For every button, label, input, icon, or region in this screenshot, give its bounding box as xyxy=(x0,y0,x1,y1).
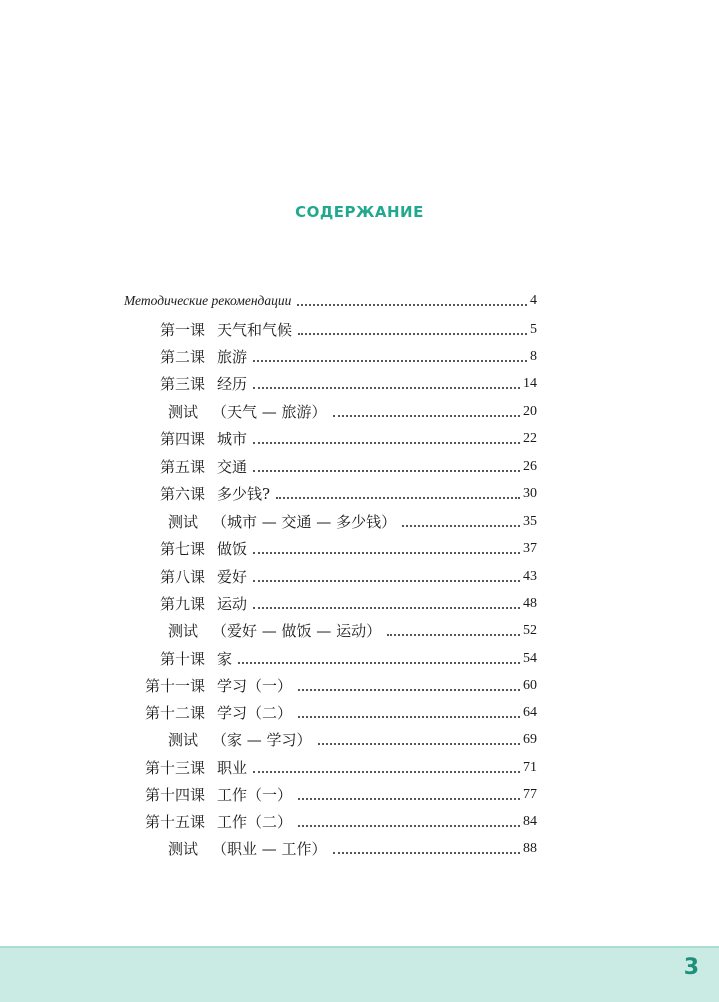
page-ref: 4 xyxy=(530,293,537,308)
topic-label: 运动 xyxy=(217,595,248,613)
lesson-label: 第十一课 xyxy=(144,677,205,695)
toc-entry-lesson[interactable] xyxy=(0,645,719,669)
toc-entry-lesson[interactable] xyxy=(0,590,719,614)
dot-leader xyxy=(298,333,527,335)
lesson-label: 测试 xyxy=(167,622,198,640)
toc-entry-test[interactable] xyxy=(0,726,719,750)
lesson-label: 第六课 xyxy=(159,485,205,503)
toc-entry-test[interactable] xyxy=(0,617,719,641)
topic-label: 经历 xyxy=(217,375,248,393)
page-ref: 54 xyxy=(523,651,537,666)
topic-label: 天气和气候 xyxy=(217,321,293,339)
toc-entry-lesson[interactable] xyxy=(0,808,719,832)
dot-leader xyxy=(297,304,527,306)
intro-label: Методические рекомендации xyxy=(124,293,292,308)
topic-label: 家 xyxy=(217,650,233,668)
toc-entry-lesson[interactable] xyxy=(0,563,719,587)
page-ref: 64 xyxy=(523,705,537,720)
page-ref: 14 xyxy=(523,376,537,391)
dot-leader xyxy=(298,689,520,691)
topic-label: 交通 xyxy=(217,458,248,476)
topic-label: （职业 — 工作） xyxy=(212,840,327,858)
toc-entry-lesson[interactable] xyxy=(0,316,719,340)
lesson-label: 测试 xyxy=(167,731,198,749)
page-ref: 60 xyxy=(523,678,537,693)
dot-leader xyxy=(238,662,520,664)
topic-label: （爱好 — 做饭 — 运动） xyxy=(212,622,382,640)
page-ref: 52 xyxy=(523,623,537,638)
page-ref: 8 xyxy=(530,349,537,364)
page-ref: 77 xyxy=(523,787,537,802)
lesson-label: 第九课 xyxy=(159,595,205,613)
toc-entry-lesson[interactable] xyxy=(0,672,719,696)
page-number: 3 xyxy=(683,955,699,980)
toc-entry-lesson[interactable] xyxy=(0,781,719,805)
footer-band xyxy=(0,946,719,1002)
lesson-label: 第十三课 xyxy=(144,759,205,777)
topic-label: 工作（二） xyxy=(217,813,293,831)
lesson-label: 第一课 xyxy=(159,321,205,339)
topic-label: 工作（一） xyxy=(217,786,293,804)
dot-leader xyxy=(253,607,520,609)
lesson-label: 测试 xyxy=(167,513,198,531)
topic-label: 多少钱? xyxy=(217,485,271,503)
dot-leader xyxy=(333,852,520,854)
dot-leader xyxy=(333,415,520,417)
dot-leader xyxy=(253,470,520,472)
dot-leader xyxy=(387,634,520,636)
lesson-label: 测试 xyxy=(167,840,198,858)
dot-leader xyxy=(298,825,520,827)
topic-label: 城市 xyxy=(217,430,248,448)
toc-entry-intro[interactable] xyxy=(0,287,719,311)
toc-entry-lesson[interactable] xyxy=(0,343,719,367)
toc-entry-test[interactable] xyxy=(0,398,719,422)
toc-entry-test[interactable] xyxy=(0,835,719,859)
toc-entry-lesson[interactable] xyxy=(0,480,719,504)
page-ref: 84 xyxy=(523,814,537,829)
lesson-label: 第八课 xyxy=(159,568,205,586)
dot-leader xyxy=(253,360,527,362)
lesson-label: 第十四课 xyxy=(144,786,205,804)
dot-leader xyxy=(253,442,520,444)
dot-leader xyxy=(298,716,520,718)
page-ref: 71 xyxy=(523,760,537,775)
page-ref: 37 xyxy=(523,541,537,556)
page-ref: 26 xyxy=(523,459,537,474)
topic-label: 学习（二） xyxy=(217,704,293,722)
dot-leader xyxy=(253,552,520,554)
page-ref: 88 xyxy=(523,841,537,856)
topic-label: 旅游 xyxy=(217,348,248,366)
page-ref: 20 xyxy=(523,404,537,419)
lesson-label: 测试 xyxy=(167,403,198,421)
topic-label: （城市 — 交通 — 多少钱） xyxy=(212,513,397,531)
page-ref: 5 xyxy=(530,322,537,337)
lesson-label: 第四课 xyxy=(159,430,205,448)
lesson-label: 第三课 xyxy=(159,375,205,393)
toc-entry-lesson[interactable] xyxy=(0,754,719,778)
page-ref: 69 xyxy=(523,732,537,747)
page-ref: 22 xyxy=(523,431,537,446)
topic-label: 职业 xyxy=(217,759,248,777)
topic-label: （天气 — 旅游） xyxy=(212,403,327,421)
dot-leader xyxy=(298,798,520,800)
dot-leader xyxy=(318,743,520,745)
topic-label: 爱好 xyxy=(217,568,248,586)
toc-entry-lesson[interactable] xyxy=(0,370,719,394)
toc-title: СОДЕРЖАНИЕ xyxy=(295,203,424,221)
toc-entry-lesson[interactable] xyxy=(0,699,719,723)
toc-entry-lesson[interactable] xyxy=(0,535,719,559)
lesson-label: 第十课 xyxy=(159,650,205,668)
topic-label: （家 — 学习） xyxy=(212,731,312,749)
page-ref: 48 xyxy=(523,596,537,611)
dot-leader xyxy=(253,387,520,389)
lesson-label: 第五课 xyxy=(159,458,205,476)
topic-label: 学习（一） xyxy=(217,677,293,695)
dot-leader xyxy=(253,771,520,773)
dot-leader xyxy=(253,580,520,582)
lesson-label: 第七课 xyxy=(159,540,205,558)
page-ref: 35 xyxy=(523,514,537,529)
page-ref: 30 xyxy=(523,486,537,501)
topic-label: 做饭 xyxy=(217,540,248,558)
toc-entry-test[interactable] xyxy=(0,508,719,532)
lesson-label: 第十二课 xyxy=(144,704,205,722)
dot-leader xyxy=(402,525,520,527)
lesson-label: 第二课 xyxy=(159,348,205,366)
dot-leader xyxy=(276,497,520,499)
page-ref: 43 xyxy=(523,569,537,584)
lesson-label: 第十五课 xyxy=(144,813,205,831)
toc-entry-lesson[interactable] xyxy=(0,453,719,477)
toc-entry-lesson[interactable] xyxy=(0,425,719,449)
